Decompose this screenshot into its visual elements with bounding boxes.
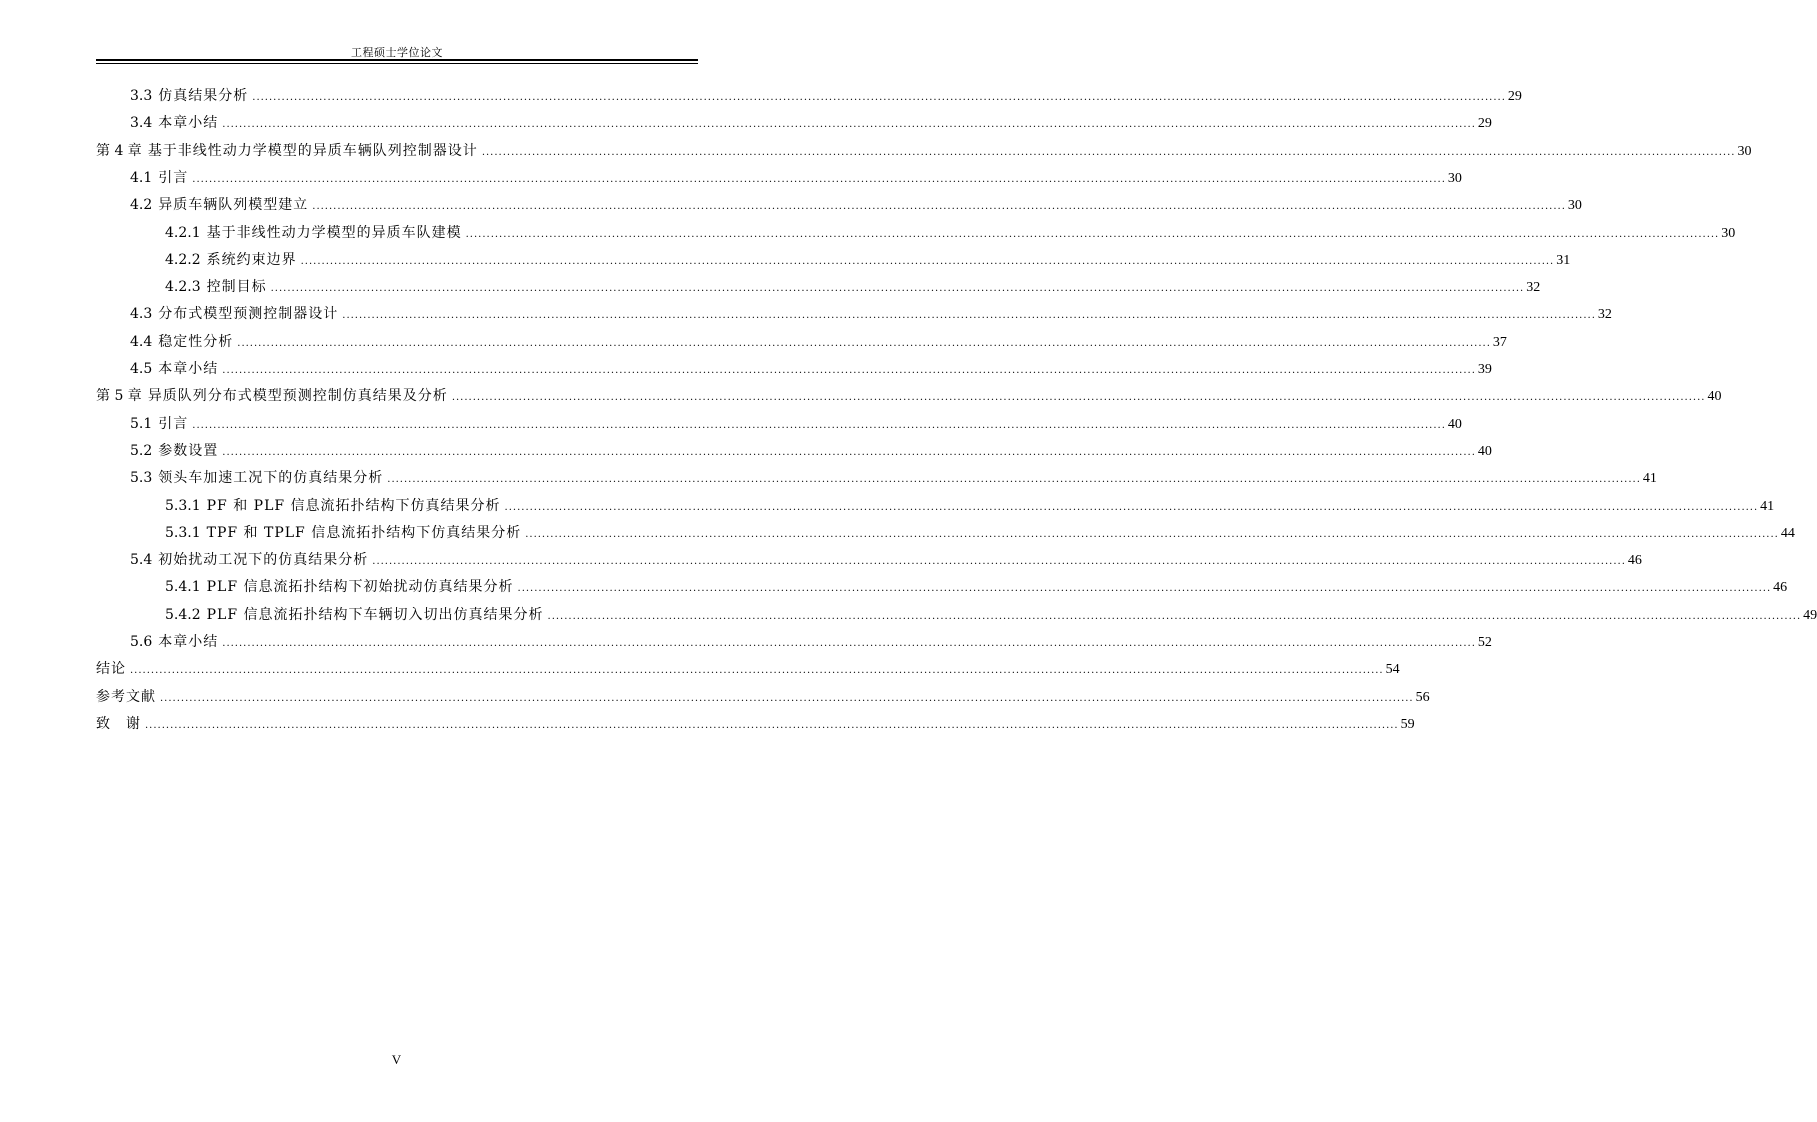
toc-entry-title: 控制目标 (206, 279, 267, 296)
toc-leader-dots: ............................................................................................................................................................................................................................................................................................................ (504, 501, 1759, 513)
toc-entry-title: 引言 (158, 415, 189, 432)
toc-entry-page: 30 (1737, 143, 1752, 159)
toc-entry-number: 4.2.2 (165, 251, 201, 268)
toc-entry[interactable] (165, 250, 1571, 270)
toc-leader-dots: ............................................................................................................................................................................................................................................................................................................ (312, 201, 1566, 213)
toc-entry[interactable] (130, 304, 1612, 324)
toc-leader-dots: ............................................................................................................................................................................................................................................................................................................ (372, 556, 1626, 568)
toc-leader-dots: ............................................................................................................................................................................................................................................................................................................ (300, 255, 1555, 267)
toc-entry[interactable] (165, 496, 1775, 516)
toc-entry-title: 系统约束边界 (206, 251, 297, 268)
toc-entry[interactable] (165, 277, 1541, 297)
header-rule-thick (96, 59, 698, 61)
toc-entry-title: 致 谢 (96, 715, 141, 732)
toc-entry-title: 本章小结 (158, 634, 219, 650)
toc-entry-label (165, 605, 544, 625)
toc-leader-dots: ............................................................................................................................................................................................................................................................................................................ (451, 392, 1706, 404)
toc-entry[interactable] (130, 414, 1462, 434)
toc-leader-dots: ............................................................................................................................................................................................................................................................................................................ (222, 638, 1476, 649)
toc-entry-page: 30 (1721, 225, 1736, 241)
toc-leader-dots: ............................................................................................................................................................................................................................................................................................................ (130, 665, 1384, 677)
toc-entry-number: 5.1 (130, 415, 153, 432)
toc-leader-dots: ............................................................................................................................................................................................................................................................................................................ (465, 228, 1720, 240)
toc-entry-page: 29 (1507, 89, 1522, 104)
toc-entry-page: 44 (1780, 525, 1795, 541)
toc-entry-label (130, 332, 233, 352)
toc-leader-dots: ............................................................................................................................................................................................................................................................................................................ (222, 119, 1476, 131)
toc-entry-label (165, 250, 297, 270)
toc-entry-label (96, 687, 156, 707)
toc-entry[interactable] (130, 168, 1462, 188)
toc-entry[interactable] (96, 659, 1400, 679)
toc-leader-dots: ............................................................................................................................................................................................................................................................................................................ (342, 310, 1596, 322)
toc-entry-number: 3.3 (130, 88, 153, 104)
toc-entry[interactable] (165, 523, 1795, 543)
toc-entry[interactable] (130, 332, 1507, 352)
toc-entry-number: 4.2 (130, 197, 153, 214)
toc-leader-dots: ............................................................................................................................................................................................................................................................................................................ (270, 283, 1525, 295)
toc-entry-title: 参考文献 (96, 688, 156, 705)
toc-leader-dots: ............................................................................................................................................................................................................................................................................................................ (387, 474, 1641, 486)
toc-entry-page: 52 (1477, 635, 1492, 650)
toc-entry-title: PLF 信息流拓扑结构下初始扰动仿真结果分析 (206, 579, 514, 596)
toc-entry-label (130, 414, 188, 434)
toc-entry-page: 56 (1415, 689, 1430, 705)
toc-leader-dots: ............................................................................................................................................................................................................................................................................................................ (160, 692, 1414, 704)
toc-entry-title: 本章小结 (158, 361, 219, 377)
toc-entry-title: 异质队列分布式模型预测控制仿真结果及分析 (147, 388, 448, 405)
toc-entry-number: 5.3.1 (165, 524, 201, 541)
toc-entry[interactable] (130, 86, 1522, 106)
toc-entry-number: 4.3 (130, 306, 153, 323)
toc-entry[interactable] (130, 468, 1657, 488)
toc-entry-page: 30 (1567, 198, 1582, 214)
toc-entry-title: TPF 和 TPLF 信息流拓扑结构下仿真结果分析 (206, 524, 522, 541)
toc-entry-label (130, 359, 218, 379)
toc-entry-title: PLF 信息流拓扑结构下车辆切入切出仿真结果分析 (206, 606, 544, 623)
toc-leader-dots: ............................................................................................................................................................................................................................................................................................................ (192, 173, 1446, 185)
toc-entry-label (96, 659, 126, 679)
toc-entry-page: 30 (1447, 170, 1462, 186)
toc-entry-label (165, 496, 501, 516)
toc-entry[interactable] (165, 223, 1736, 243)
toc-entry-number: 4.4 (130, 333, 153, 350)
toc-entry[interactable] (96, 141, 1752, 161)
toc-entry-page: 39 (1477, 362, 1492, 377)
toc-leader-dots: ............................................................................................................................................................................................................................................................................................................ (547, 610, 1802, 622)
toc-entry-label (130, 168, 188, 188)
toc-entry-number: 5.4 (130, 552, 153, 569)
toc-entry-number: 4.5 (130, 361, 153, 377)
toc-entry-label (130, 441, 218, 461)
toc-entry-number: 5.6 (130, 634, 153, 650)
toc-entry[interactable] (96, 687, 1430, 707)
toc-entry[interactable] (130, 113, 1492, 133)
toc-leader-dots: ............................................................................................................................................................................................................................................................................................................ (222, 365, 1476, 376)
toc-entry[interactable] (96, 386, 1722, 406)
toc-entry-label (130, 468, 383, 488)
toc-entry-title: 稳定性分析 (158, 333, 234, 350)
toc-entry-number: 4.2.3 (165, 279, 201, 296)
toc-entry-label (130, 195, 308, 215)
toc-entry-number: 3.4 (130, 115, 153, 132)
toc-entry[interactable] (130, 632, 1492, 652)
toc-entry-number: 5.3.1 (165, 497, 201, 514)
toc-entry-title: 仿真结果分析 (158, 88, 249, 104)
toc-entry-page: 54 (1385, 662, 1400, 678)
toc-entry-page: 37 (1492, 334, 1507, 350)
toc-entry-page: 41 (1642, 471, 1657, 487)
toc-leader-dots: ............................................................................................................................................................................................................................................................................................................ (192, 419, 1446, 431)
toc-entry-title: 参数设置 (158, 442, 219, 459)
toc-entry-page: 40 (1707, 389, 1722, 405)
toc-leader-dots: ............................................................................................................................................................................................................................................................................................................ (237, 337, 1491, 349)
toc-leader-dots: ............................................................................................................................................................................................................................................................................................................ (252, 92, 1506, 103)
toc-entry[interactable] (165, 577, 1788, 597)
toc-entry-number: 5.2 (130, 442, 153, 459)
toc-entry-title: 领头车加速工况下的仿真结果分析 (158, 470, 384, 487)
toc-entry-title: 异质车辆队列模型建立 (158, 197, 309, 214)
toc-leader-dots: ............................................................................................................................................................................................................................................................................................................ (517, 583, 1772, 595)
toc-entry-label (165, 277, 267, 297)
toc-leader-dots: ............................................................................................................................................................................................................................................................................................................ (145, 719, 1399, 731)
toc-entry-title: 基于非线性动力学模型的异质车队建模 (206, 224, 462, 241)
toc-entry-number: 5.3 (130, 470, 153, 487)
page-number: V (391, 1052, 402, 1067)
toc-entry[interactable] (130, 359, 1492, 379)
toc-entry-page: 41 (1760, 498, 1775, 514)
toc-entry[interactable] (96, 714, 1415, 734)
toc-entry-page: 46 (1773, 580, 1788, 596)
toc-leader-dots: ............................................................................................................................................................................................................................................................................................................ (481, 146, 1736, 158)
toc-entry-page: 40 (1447, 416, 1462, 432)
toc-entry-number: 5.4.2 (165, 606, 201, 623)
toc-entry-page: 49 (1803, 607, 1817, 623)
toc-entry-label (130, 86, 248, 106)
toc-entry-label (96, 386, 448, 406)
toc-entry[interactable] (165, 605, 1817, 625)
toc-entry-label (130, 632, 218, 652)
toc-entry-page: 31 (1556, 252, 1571, 268)
toc-entry-title: 基于非线性动力学模型的异质车辆队列控制器设计 (147, 142, 478, 159)
toc-entry[interactable] (130, 195, 1582, 215)
toc-entry-title: PF 和 PLF 信息流拓扑结构下仿真结果分析 (206, 497, 501, 514)
toc-entry-number: 5.4.1 (165, 579, 201, 596)
toc-entry[interactable] (130, 441, 1492, 461)
toc-entry-label (130, 113, 218, 133)
toc-entry-title: 初始扰动工况下的仿真结果分析 (158, 552, 369, 569)
toc-entry-label (130, 304, 338, 324)
toc-entry-number: 4.2.1 (165, 224, 201, 241)
running-header: 工程硕士学位论文 (351, 46, 443, 59)
toc-entry-label (96, 141, 478, 161)
toc-entry-number: 第 4 章 (96, 142, 142, 159)
toc-entry-number: 4.1 (130, 169, 153, 186)
toc-entry-page: 59 (1400, 716, 1415, 732)
toc-entry-label (165, 523, 521, 543)
toc-entry-label (96, 714, 141, 734)
toc-entry-label (130, 550, 368, 570)
toc-entry-page: 32 (1526, 280, 1541, 296)
toc-leader-dots: ............................................................................................................................................................................................................................................................................................................ (525, 528, 1779, 540)
toc-entry-page: 46 (1627, 553, 1642, 569)
toc-entry-title: 分布式模型预测控制器设计 (158, 306, 339, 323)
toc-entry-label (165, 223, 462, 243)
toc-entry-page: 40 (1477, 443, 1492, 459)
toc-entry-number: 第 5 章 (96, 388, 142, 405)
toc-entry-page: 29 (1477, 116, 1492, 132)
toc-entry[interactable] (130, 550, 1642, 570)
toc-entry-title: 引言 (158, 169, 189, 186)
toc-entry-title: 结论 (96, 661, 126, 678)
toc-entry-title: 本章小结 (158, 115, 219, 132)
toc-entry-page: 32 (1597, 307, 1612, 323)
toc-leader-dots: ............................................................................................................................................................................................................................................................................................................ (222, 446, 1476, 458)
header-rule-thin (96, 63, 698, 64)
toc-entry-label (165, 577, 514, 597)
